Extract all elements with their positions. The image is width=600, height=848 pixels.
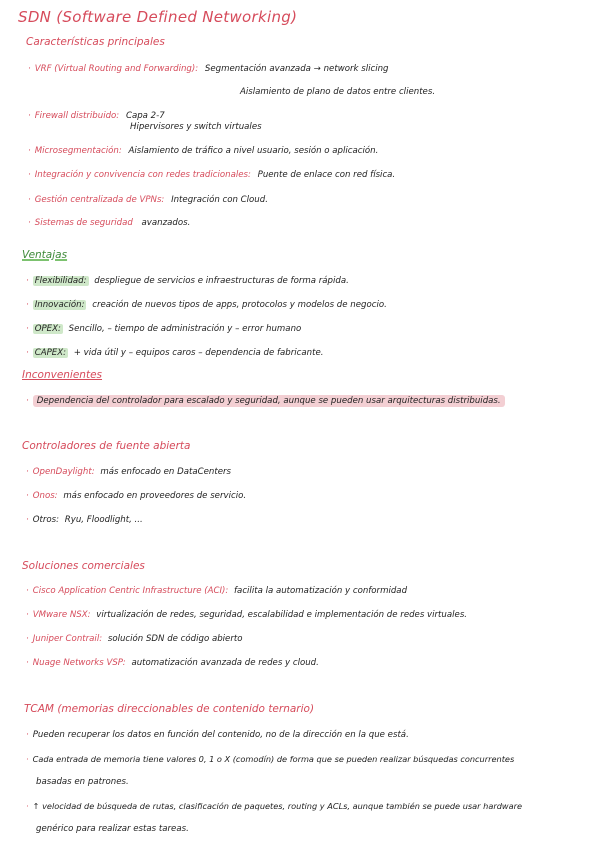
item-juniper-text: solución SDN de código abierto bbox=[107, 634, 243, 644]
item-dependencia-text: Dependencia del controlador para escalado y seguridad, aunque se pueden usar arquitecturas distribuidas. bbox=[33, 395, 505, 407]
item-seguridad-label: Sistemas de seguridad bbox=[34, 218, 133, 228]
bullet-icon: · bbox=[26, 276, 29, 286]
item-capex bbox=[26, 347, 324, 359]
bullet-icon: · bbox=[26, 300, 29, 310]
heading-tcam: TCAM (memorias direccionables de contenido ternario) bbox=[24, 703, 315, 715]
item-micro-text: Aislamiento de tráfico a nivel usuario, sesión o aplicación. bbox=[128, 146, 379, 156]
item-cisco-label: Cisco Application Centric Infrastructure (ACI): bbox=[32, 586, 229, 596]
item-innovacion-text: creación de nuevos tipos de apps, protocolos y modelos de negocio. bbox=[92, 300, 387, 310]
item-tcam-2-cont: basadas en patrones. bbox=[36, 777, 129, 787]
item-juniper bbox=[26, 633, 243, 645]
item-flexibilidad bbox=[26, 275, 349, 287]
item-opendaylight bbox=[26, 466, 231, 478]
item-vmware-label: VMware NSX: bbox=[32, 610, 91, 620]
bullet-icon: · bbox=[26, 634, 29, 644]
bullet-icon: · bbox=[26, 396, 29, 406]
item-vrf-label: VRF (Virtual Routing and Forwarding): bbox=[34, 64, 199, 74]
item-tcam-2-text: Cada entrada de memoria tiene valores 0, 1 o X (comodín) de forma que se pueden realizar búsquedas concurrentes bbox=[32, 754, 515, 764]
item-tcam-3-cont: genérico para realizar estas tareas. bbox=[36, 824, 189, 834]
item-vpn-text: Integración con Cloud. bbox=[171, 195, 268, 205]
bullet-icon: · bbox=[26, 467, 29, 477]
page-title: SDN (Software Defined Networking) bbox=[18, 8, 298, 26]
item-otros-text: Ryu, Floodlight, ... bbox=[64, 515, 143, 525]
item-vpn-label: Gestión centralizada de VPNs: bbox=[34, 195, 165, 205]
bullet-icon: · bbox=[26, 610, 29, 620]
bullet-icon: · bbox=[26, 754, 29, 764]
bullet-icon: · bbox=[26, 586, 29, 596]
item-tcam-3 bbox=[26, 800, 522, 812]
bullet-icon: · bbox=[26, 801, 29, 811]
heading-controladores: Controladores de fuente abierta bbox=[22, 440, 191, 452]
item-dependencia bbox=[26, 395, 505, 407]
item-micro-label: Microsegmentación: bbox=[34, 146, 122, 156]
bullet-icon: · bbox=[28, 218, 31, 228]
item-nuage-label: Nuage Networks VSP: bbox=[32, 658, 126, 668]
heading-soluciones: Soluciones comerciales bbox=[22, 560, 145, 572]
item-opendaylight-label: OpenDaylight: bbox=[32, 467, 95, 477]
item-firewall-text-2: Hipervisores y switch virtuales bbox=[130, 122, 262, 132]
item-opendaylight-text: más enfocado en DataCenters bbox=[100, 467, 232, 477]
item-flexibilidad-text: despliegue de servicios e infraestructuras de forma rápida. bbox=[94, 276, 349, 286]
item-seguridad-text: avanzados. bbox=[141, 218, 191, 228]
item-integracion bbox=[28, 169, 395, 181]
item-vmware-text: virtualización de redes, seguridad, escalabilidad e implementación de redes virtuales. bbox=[96, 610, 468, 620]
bullet-icon: · bbox=[28, 111, 31, 121]
bullet-icon: · bbox=[26, 348, 29, 358]
bullet-icon: · bbox=[26, 730, 29, 740]
item-cisco bbox=[26, 585, 407, 597]
item-firewall-text: Capa 2-7 bbox=[125, 111, 165, 121]
item-nuage bbox=[26, 657, 319, 669]
item-opex-label: OPEX: bbox=[34, 324, 61, 334]
bullet-icon: · bbox=[28, 195, 31, 205]
item-onos-text: más enfocado en proveedores de servicio. bbox=[63, 491, 247, 501]
item-micro bbox=[28, 145, 378, 157]
item-tcam-1-text: Pueden recuperar los datos en función del contenido, no de la dirección en la que está. bbox=[32, 730, 409, 740]
bullet-icon: · bbox=[26, 515, 29, 525]
item-vrf-text-2: Aislamiento de plano de datos entre clientes. bbox=[240, 87, 436, 97]
item-vmware bbox=[26, 609, 467, 621]
item-opex-text: Sencillo, – tiempo de administración y – error humano bbox=[68, 324, 302, 334]
heading-ventajas: Ventajas bbox=[22, 249, 68, 261]
item-integracion-label: Integración y convivencia con redes tradicionales: bbox=[34, 170, 251, 180]
bullet-icon: · bbox=[28, 170, 31, 180]
item-tcam-1 bbox=[26, 729, 409, 741]
bullet-icon: · bbox=[26, 324, 29, 334]
item-firewall-label: Firewall distribuido: bbox=[34, 111, 120, 121]
item-onos-label: Onos: bbox=[32, 491, 58, 501]
item-innovacion bbox=[26, 299, 387, 311]
item-tcam-3-text: ↑ velocidad de búsqueda de rutas, clasificación de paquetes, routing y ACLs, aunque también se puede usar hardware bbox=[32, 801, 523, 811]
item-cisco-text: facilita la automatización y conformidad bbox=[234, 586, 408, 596]
item-capex-text: + vida útil y – equipos caros – dependencia de fabricante. bbox=[73, 348, 324, 358]
heading-inconvenientes: Inconvenientes bbox=[22, 369, 103, 381]
item-vrf-text: Segmentación avanzada → network slicing bbox=[204, 64, 389, 74]
bullet-icon: · bbox=[28, 64, 31, 74]
item-capex-label: CAPEX: bbox=[34, 348, 67, 358]
item-opex bbox=[26, 323, 301, 335]
item-flexibilidad-label: Flexibilidad: bbox=[34, 276, 87, 286]
item-juniper-label: Juniper Contrail: bbox=[32, 634, 103, 644]
bullet-icon: · bbox=[26, 658, 29, 668]
item-seguridad bbox=[28, 217, 190, 229]
item-integracion-text: Puente de enlace con red física. bbox=[257, 170, 396, 180]
item-innovacion-label: Innovación: bbox=[34, 300, 85, 310]
item-otros bbox=[26, 514, 143, 526]
item-onos bbox=[26, 490, 246, 502]
item-nuage-text: automatización avanzada de redes y cloud. bbox=[131, 658, 319, 668]
bullet-icon: · bbox=[26, 491, 29, 501]
item-vpn bbox=[28, 194, 268, 206]
item-vrf bbox=[28, 63, 389, 75]
item-tcam-2 bbox=[26, 753, 514, 765]
heading-caracteristicas: Características principales bbox=[26, 36, 165, 48]
bullet-icon: · bbox=[28, 146, 31, 156]
item-otros-label: Otros: bbox=[32, 515, 60, 525]
